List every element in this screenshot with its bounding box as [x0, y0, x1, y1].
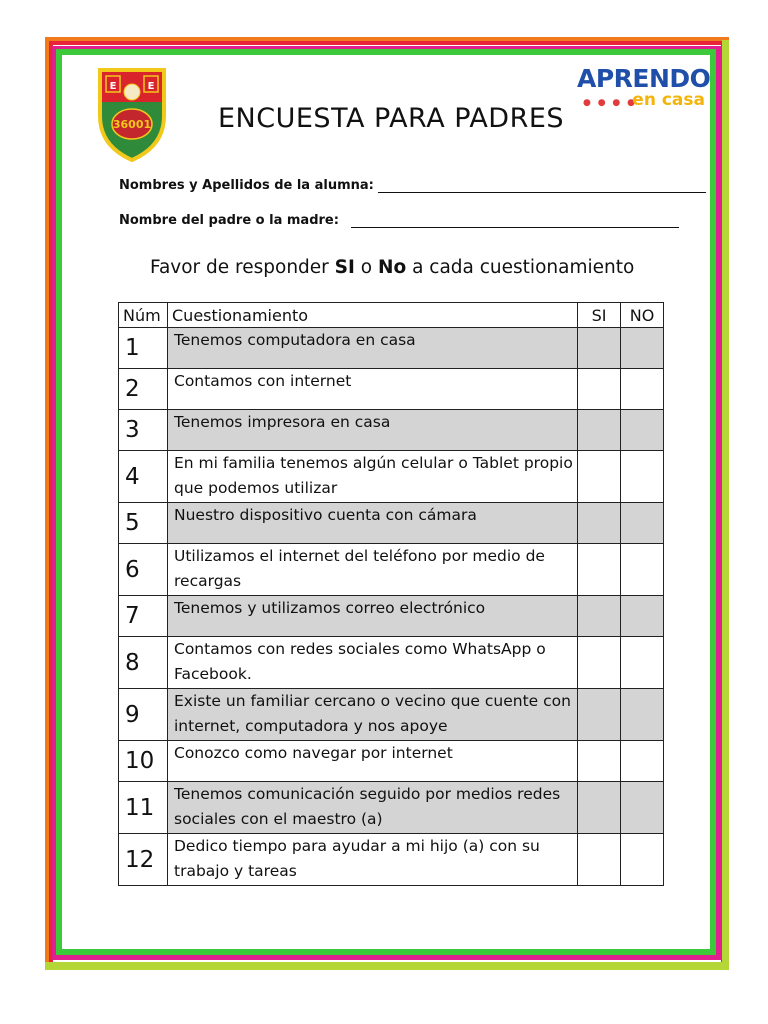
table-row: [119, 369, 664, 410]
table-row: [119, 637, 664, 689]
answer-no-box[interactable]: [621, 328, 664, 369]
answer-no-box[interactable]: [621, 637, 664, 689]
instruction-no: No: [377, 257, 407, 278]
row-question: En mi familia tenemos algún celular o Tablet propio que podemos utilizar: [168, 451, 578, 503]
answer-no-box[interactable]: [621, 503, 664, 544]
table-row: [119, 834, 664, 886]
instruction-si: SI: [334, 257, 355, 278]
answer-si-box[interactable]: [578, 544, 621, 596]
answer-si-box[interactable]: [578, 503, 621, 544]
parent-name-line[interactable]: [351, 213, 679, 228]
row-number: 6: [119, 544, 168, 596]
answer-no-box[interactable]: [621, 451, 664, 503]
parent-name-label: Nombre del padre o la madre:: [119, 213, 339, 228]
answer-no-box[interactable]: [621, 410, 664, 451]
answer-si-box[interactable]: [578, 451, 621, 503]
table-row: [119, 410, 664, 451]
instruction-before: Favor de responder: [150, 257, 335, 278]
instruction-after: a cada cuestionamiento: [406, 257, 635, 278]
answer-si-box[interactable]: [578, 741, 621, 782]
row-question: Existe un familiar cercano o vecino que cuente con internet, computadora y nos apoye: [168, 689, 578, 741]
answer-no-box[interactable]: [621, 369, 664, 410]
answer-no-box[interactable]: [621, 544, 664, 596]
row-question: Tenemos y utilizamos correo electrónico: [168, 596, 578, 637]
table-row: [119, 503, 664, 544]
row-number: 4: [119, 451, 168, 503]
answer-si-box[interactable]: [578, 596, 621, 637]
row-number: 3: [119, 410, 168, 451]
header-num: Núm: [119, 303, 168, 328]
school-crest-icon: [94, 64, 170, 164]
survey-table: [118, 302, 664, 886]
table-row: [119, 689, 664, 741]
table-row: [119, 596, 664, 637]
page-title: ENCUESTA PARA PADRES: [218, 103, 565, 134]
row-number: 1: [119, 328, 168, 369]
table-row: [119, 741, 664, 782]
row-number: 12: [119, 834, 168, 886]
row-number: 2: [119, 369, 168, 410]
table-row: [119, 451, 664, 503]
frame-lime-right: [722, 40, 729, 970]
logo-sub-text: en casa: [632, 90, 705, 110]
row-number: 7: [119, 596, 168, 637]
row-question: Conozco como navegar por internet: [168, 741, 578, 782]
row-question: Contamos con internet: [168, 369, 578, 410]
student-name-field: [119, 178, 706, 193]
row-question: Contamos con redes sociales como WhatsApp o Facebook.: [168, 637, 578, 689]
crest-number: 36001: [112, 118, 152, 131]
frame-lime-bottom: [45, 962, 729, 970]
answer-no-box[interactable]: [621, 741, 664, 782]
student-name-line[interactable]: [378, 178, 706, 193]
header-si: SI: [578, 303, 621, 328]
row-question: Dedico tiempo para ayudar a mi hijo (a) con su trabajo y tareas: [168, 834, 578, 886]
answer-si-box[interactable]: [578, 689, 621, 741]
answer-si-box[interactable]: [578, 328, 621, 369]
answer-no-box[interactable]: [621, 834, 664, 886]
logo-main-text: APRENDO: [577, 64, 711, 93]
table-row: [119, 328, 664, 369]
logo-dots-icon: ● ● ● ●: [583, 98, 637, 108]
answer-si-box[interactable]: [578, 410, 621, 451]
row-question: Tenemos impresora en casa: [168, 410, 578, 451]
row-number: 11: [119, 782, 168, 834]
instruction-middle: o: [354, 257, 378, 278]
student-name-label: Nombres y Apellidos de la alumna:: [119, 178, 374, 193]
instruction-text: [150, 257, 634, 278]
header-question: Cuestionamiento: [168, 303, 578, 328]
row-question: Utilizamos el internet del teléfono por medio de recargas: [168, 544, 578, 596]
row-question: Tenemos comunicación seguido por medios redes sociales con el maestro (a): [168, 782, 578, 834]
answer-no-box[interactable]: [621, 689, 664, 741]
answer-no-box[interactable]: [621, 596, 664, 637]
parent-name-field: [119, 213, 679, 228]
aprendo-en-casa-logo: [577, 64, 709, 112]
row-number: 5: [119, 503, 168, 544]
table-row: [119, 544, 664, 596]
row-number: 9: [119, 689, 168, 741]
row-question: Tenemos computadora en casa: [168, 328, 578, 369]
answer-si-box[interactable]: [578, 637, 621, 689]
crest-letter-right: E: [147, 81, 155, 92]
crest-letter-left: E: [109, 81, 117, 92]
row-question: Nuestro dispositivo cuenta con cámara: [168, 503, 578, 544]
header-no: NO: [621, 303, 664, 328]
row-number: 10: [119, 741, 168, 782]
answer-si-box[interactable]: [578, 369, 621, 410]
answer-si-box[interactable]: [578, 834, 621, 886]
table-header-row: [119, 303, 664, 328]
table-row: [119, 782, 664, 834]
answer-no-box[interactable]: [621, 782, 664, 834]
row-number: 8: [119, 637, 168, 689]
answer-si-box[interactable]: [578, 782, 621, 834]
